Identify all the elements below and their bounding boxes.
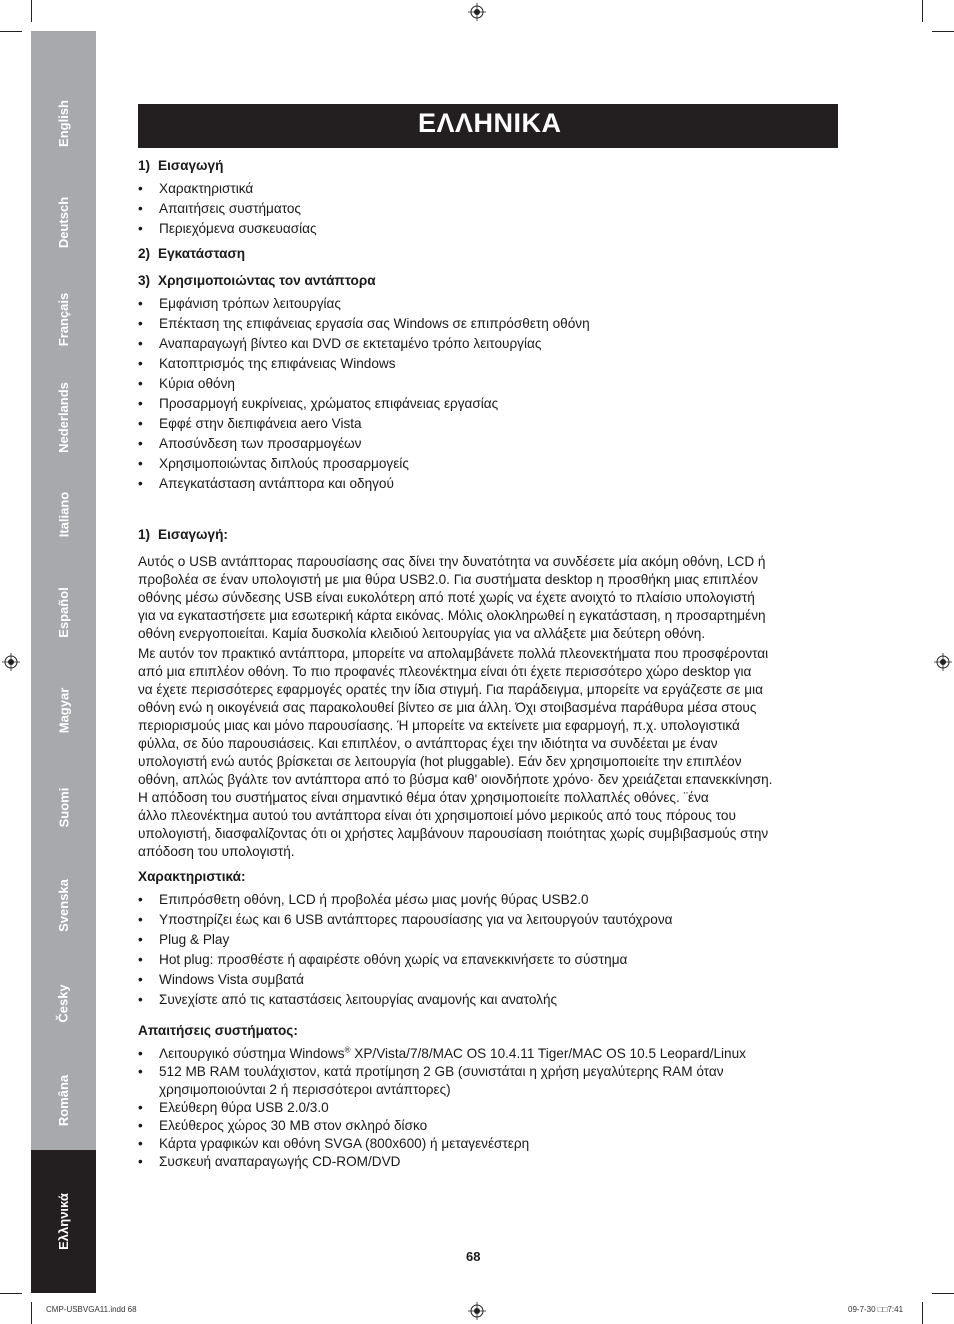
text-line: οθόνη ενεργοποιείται. Καμία δυσκολία κλειδιού λειτουργίας για να αλλάξετε μια δεύτερη οθόνη. bbox=[138, 626, 706, 641]
intro-paragraph-2 bbox=[138, 645, 840, 861]
list-item: • Αποσύνδεση των προσαρμογέων bbox=[138, 435, 840, 453]
section-number: 1) bbox=[138, 527, 151, 542]
list-item: • Επέκταση της επιφάνειας εργασία σας Windows σε επιπρόσθετη οθόνη bbox=[138, 315, 840, 333]
os-prefix: Λειτουργικό σύστημα Windows bbox=[159, 1046, 345, 1061]
crop-mark bbox=[922, 0, 923, 22]
section-title: Χρησιμοποιώντας τον αντάπτορα bbox=[158, 273, 376, 288]
os-suffix: XP/Vista/7/8/MAC OS 10.4.11 Tiger/MAC OS 10.5 Leopard/Linux bbox=[350, 1046, 746, 1061]
tab-suomi[interactable] bbox=[31, 760, 96, 854]
list-item bbox=[138, 1045, 840, 1063]
crop-mark bbox=[31, 0, 32, 22]
text-line: οθόνης μέσω σύνδεσης USB είναι ευκολότερη από ποτέ χωρίς να έχετε ανοιχτό το πλαίσιο υπολογιστή bbox=[138, 590, 755, 605]
list-item: • Εφφέ στην διεπιφάνεια aero Vista bbox=[138, 415, 840, 433]
crop-mark bbox=[922, 1302, 923, 1324]
text-line: απόδοση του υπολογιστή. bbox=[138, 844, 295, 859]
section-title: Εισαγωγή bbox=[158, 158, 224, 173]
list-item: • Κύρια οθόνη bbox=[138, 375, 840, 393]
text-line: άλλο πλεονέκτημα αυτού του αντάπτορα είναι ότι χρησιμοποιεί μόνο μερικούς από τους πόρους του bbox=[138, 808, 736, 823]
tab-label: Deutsch bbox=[55, 196, 71, 248]
registered-mark: ® bbox=[344, 1045, 351, 1055]
tab-espanol[interactable] bbox=[31, 565, 96, 659]
language-sidebar bbox=[31, 31, 96, 1293]
section-title: Εγκατάσταση bbox=[158, 246, 246, 261]
list-item bbox=[138, 1063, 840, 1099]
tab-label: Româna bbox=[55, 1074, 71, 1126]
section-heading bbox=[138, 526, 840, 544]
list-item: • Επιπρόσθετη οθόνη, LCD ή προβολέα μέσω μιας μονής θύρας USB2.0 bbox=[138, 891, 840, 909]
registration-mark-icon bbox=[468, 3, 486, 21]
crop-mark bbox=[31, 1302, 32, 1324]
subsection-heading: Απαιτήσεις συστήματος: bbox=[138, 1023, 298, 1038]
text-line: από μια επιπλέον οθόνη. Το πιο προφανές πλεονέκτημα είναι ότι έχετε περισσότερο χώρο desktop για bbox=[138, 664, 752, 679]
tab-label: Suomi bbox=[55, 787, 71, 827]
list-item: • Υποστηρίζει έως και 6 USB αντάπτορες παρουσίασης για να λειτουργούν ταυτόχρονα bbox=[138, 911, 840, 929]
list-item: • Windows Vista συμβατά bbox=[138, 971, 840, 989]
toc-heading bbox=[138, 272, 840, 290]
tab-svenska[interactable] bbox=[31, 858, 96, 952]
list-item: • Περιεχόμενα συσκευασίας bbox=[138, 220, 840, 238]
list-item: • Ελεύθερη θύρα USB 2.0/3.0 bbox=[138, 1099, 840, 1117]
registration-mark-icon bbox=[934, 653, 952, 671]
list-item: • Κάρτα γραφικών και οθόνη SVGA (800x600) ή μεταγενέστερη bbox=[138, 1135, 840, 1153]
tab-label: Français bbox=[55, 292, 71, 346]
text-line: υπολογιστή, διασφαλίζοντας ότι οι χρήστες λαμβάνουν παρουσίαση ποιότητας χωρίς συμβιβασμούς στην bbox=[138, 826, 769, 841]
text-line: Με αυτόν τον πρακτικό αντάπτορα, μπορείτε να απολαμβάνετε πολλά πλεονεκτήματα που προσφέρονται bbox=[138, 646, 769, 661]
footer-file: CMP-USBVGA11.indd 68 bbox=[46, 1305, 137, 1314]
crop-mark bbox=[932, 31, 954, 32]
list-item: • Συσκευή αναπαραγωγής CD-ROM/DVD bbox=[138, 1153, 840, 1171]
section-title: Εισαγωγή: bbox=[158, 527, 228, 542]
tab-label: Magyar bbox=[56, 687, 71, 733]
tab-deutsch[interactable] bbox=[31, 175, 96, 269]
section-number: 3) bbox=[138, 273, 151, 288]
text-line: Αυτός ο USB αντάπτορας παρουσίασης σας δίνει την δυνατότητα να συνδέσετε μία ακόμη οθόνη, LCD ή bbox=[138, 554, 766, 569]
footer-date: 09-7-30 □□7:41 bbox=[848, 1305, 904, 1314]
section-number: 2) bbox=[138, 246, 151, 261]
registration-mark-icon bbox=[2, 653, 20, 671]
page-title: ΕΛΛΗΝΙΚΑ bbox=[418, 108, 562, 138]
text-line: προβολέα σε έναν υπολογιστή με μια θύρα USB2.0. Για συστήματα desktop η προσθήκη μιας επιπλέον bbox=[138, 572, 759, 587]
crop-mark bbox=[0, 31, 22, 32]
text-line: οθόνη ενώ η οικογένειά σας παρακολουθεί βίντεο σε μια άλλη. Όχι στοιβασμένα παράθυρα μέσα στους bbox=[138, 700, 757, 715]
tab-english[interactable] bbox=[31, 76, 96, 170]
tab-ellinika-active[interactable] bbox=[31, 1150, 96, 1293]
text-line: χρησιμοποιούνται 2 ή περισσότεροι αντάπτορες) bbox=[159, 1082, 451, 1097]
subsection-heading: Χαρακτηριστικά: bbox=[138, 869, 246, 884]
list-item: • Προσαρμογή ευκρίνειας, χρώματος επιφάνειας εργασίας bbox=[138, 395, 840, 413]
tab-label: Svenska bbox=[55, 878, 71, 932]
text-line: περιορισμούς μιας και μόνο παρουσίασης. Ή μπορείτε να εκτείνετε μια εφαρμογή, π.χ. υπολογιστικά bbox=[138, 718, 740, 733]
tab-nederlands[interactable] bbox=[31, 370, 96, 464]
text-line: υπολογιστή ενώ αυτός βρίσκεται σε λειτουργία (hot pluggable). Εάν δεν χρησιμοποιείτε την επιπλέον bbox=[138, 754, 742, 769]
list-item: • Plug & Play bbox=[138, 931, 840, 949]
tab-label: Ελληνικά bbox=[55, 1193, 71, 1250]
toc-heading bbox=[138, 157, 840, 175]
list-item: • Εμφάνιση τρόπων λειτουργίας bbox=[138, 295, 840, 313]
list-item: • Κατοπτρισμός της επιφάνειας Windows bbox=[138, 355, 840, 373]
tab-label: English bbox=[55, 99, 71, 147]
list-item: • Συνεχίστε από τις καταστάσεις λειτουργίας αναμονής και ανατολής bbox=[138, 991, 840, 1009]
page-number: 68 bbox=[466, 1249, 481, 1264]
list-item: • Αναπαραγωγή βίντεο και DVD σε εκτεταμένο τρόπο λειτουργίας bbox=[138, 335, 840, 353]
tab-cesky[interactable] bbox=[31, 956, 96, 1050]
list-item: • Hot plug: προσθέστε ή αφαιρέστε οθόνη χωρίς να επανεκκινήσετε το σύστημα bbox=[138, 951, 840, 969]
tab-romana[interactable] bbox=[31, 1053, 96, 1147]
crop-mark bbox=[0, 1293, 22, 1294]
tab-label: Italiano bbox=[55, 491, 71, 537]
tab-magyar[interactable] bbox=[31, 663, 96, 757]
list-item: • Χρησιμοποιώντας διπλούς προσαρμογείς bbox=[138, 455, 840, 473]
list-item: • Χαρακτηριστικά bbox=[138, 180, 840, 198]
main-content bbox=[138, 157, 840, 1171]
list-item: • Απεγκατάσταση αντάπτορα και οδηγού bbox=[138, 475, 840, 493]
list-item: • Απαιτήσεις συστήματος bbox=[138, 200, 840, 218]
crop-mark bbox=[932, 1293, 954, 1294]
registration-mark-icon bbox=[468, 1302, 486, 1320]
text-line: • 512 MB RAM τουλάχιστον, κατά προτίμηση 2 GB (συνιστάται η χρήση μεγαλύτερης RAM όταν bbox=[159, 1064, 724, 1079]
text-line: να έχετε περισσότερες εφαρμογές ορατές την ίδια στιγμή. Για παράδειγμα, μπορείτε να εργάζεστε σε μια bbox=[138, 682, 763, 697]
tab-label: Nederlands bbox=[56, 381, 71, 453]
toc-heading bbox=[138, 245, 840, 263]
tab-italiano[interactable] bbox=[31, 467, 96, 561]
page-header bbox=[138, 104, 838, 148]
tab-label: Español bbox=[55, 586, 71, 638]
list-item: • Ελεύθερος χώρος 30 MB στον σκληρό δίσκο bbox=[138, 1117, 840, 1135]
text-line: οθόνη, απλώς βγάλτε τον αντάπτορα από το βύσμα καθ' οιονδήποτε χρόνο· δεν χρειάζεται επανεκκίνηση. bbox=[138, 772, 773, 787]
intro-paragraph-1 bbox=[138, 553, 840, 643]
section-number: 1) bbox=[138, 158, 151, 173]
text-line: για να εγκαταστήσετε μια εσωτερική κάρτα εικόνας. Μόλις ολοκληρωθεί η εγκατάσταση, η προσαρτημένη bbox=[138, 608, 766, 623]
tab-francais[interactable] bbox=[31, 272, 96, 366]
tab-label: Česky bbox=[56, 983, 71, 1023]
text-line: φύλλα, σε δύο παρουσιάσεις. Και επιπλέον, ο αντάπτορας έχει την ιδιότητα να συνδέεται με έναν bbox=[138, 736, 718, 751]
text-line: Η απόδοση του συστήματος είναι σημαντικό θέμα όταν χρησιμοποιείτε πολλαπλές οθόνες. ¨ένα bbox=[138, 790, 709, 805]
